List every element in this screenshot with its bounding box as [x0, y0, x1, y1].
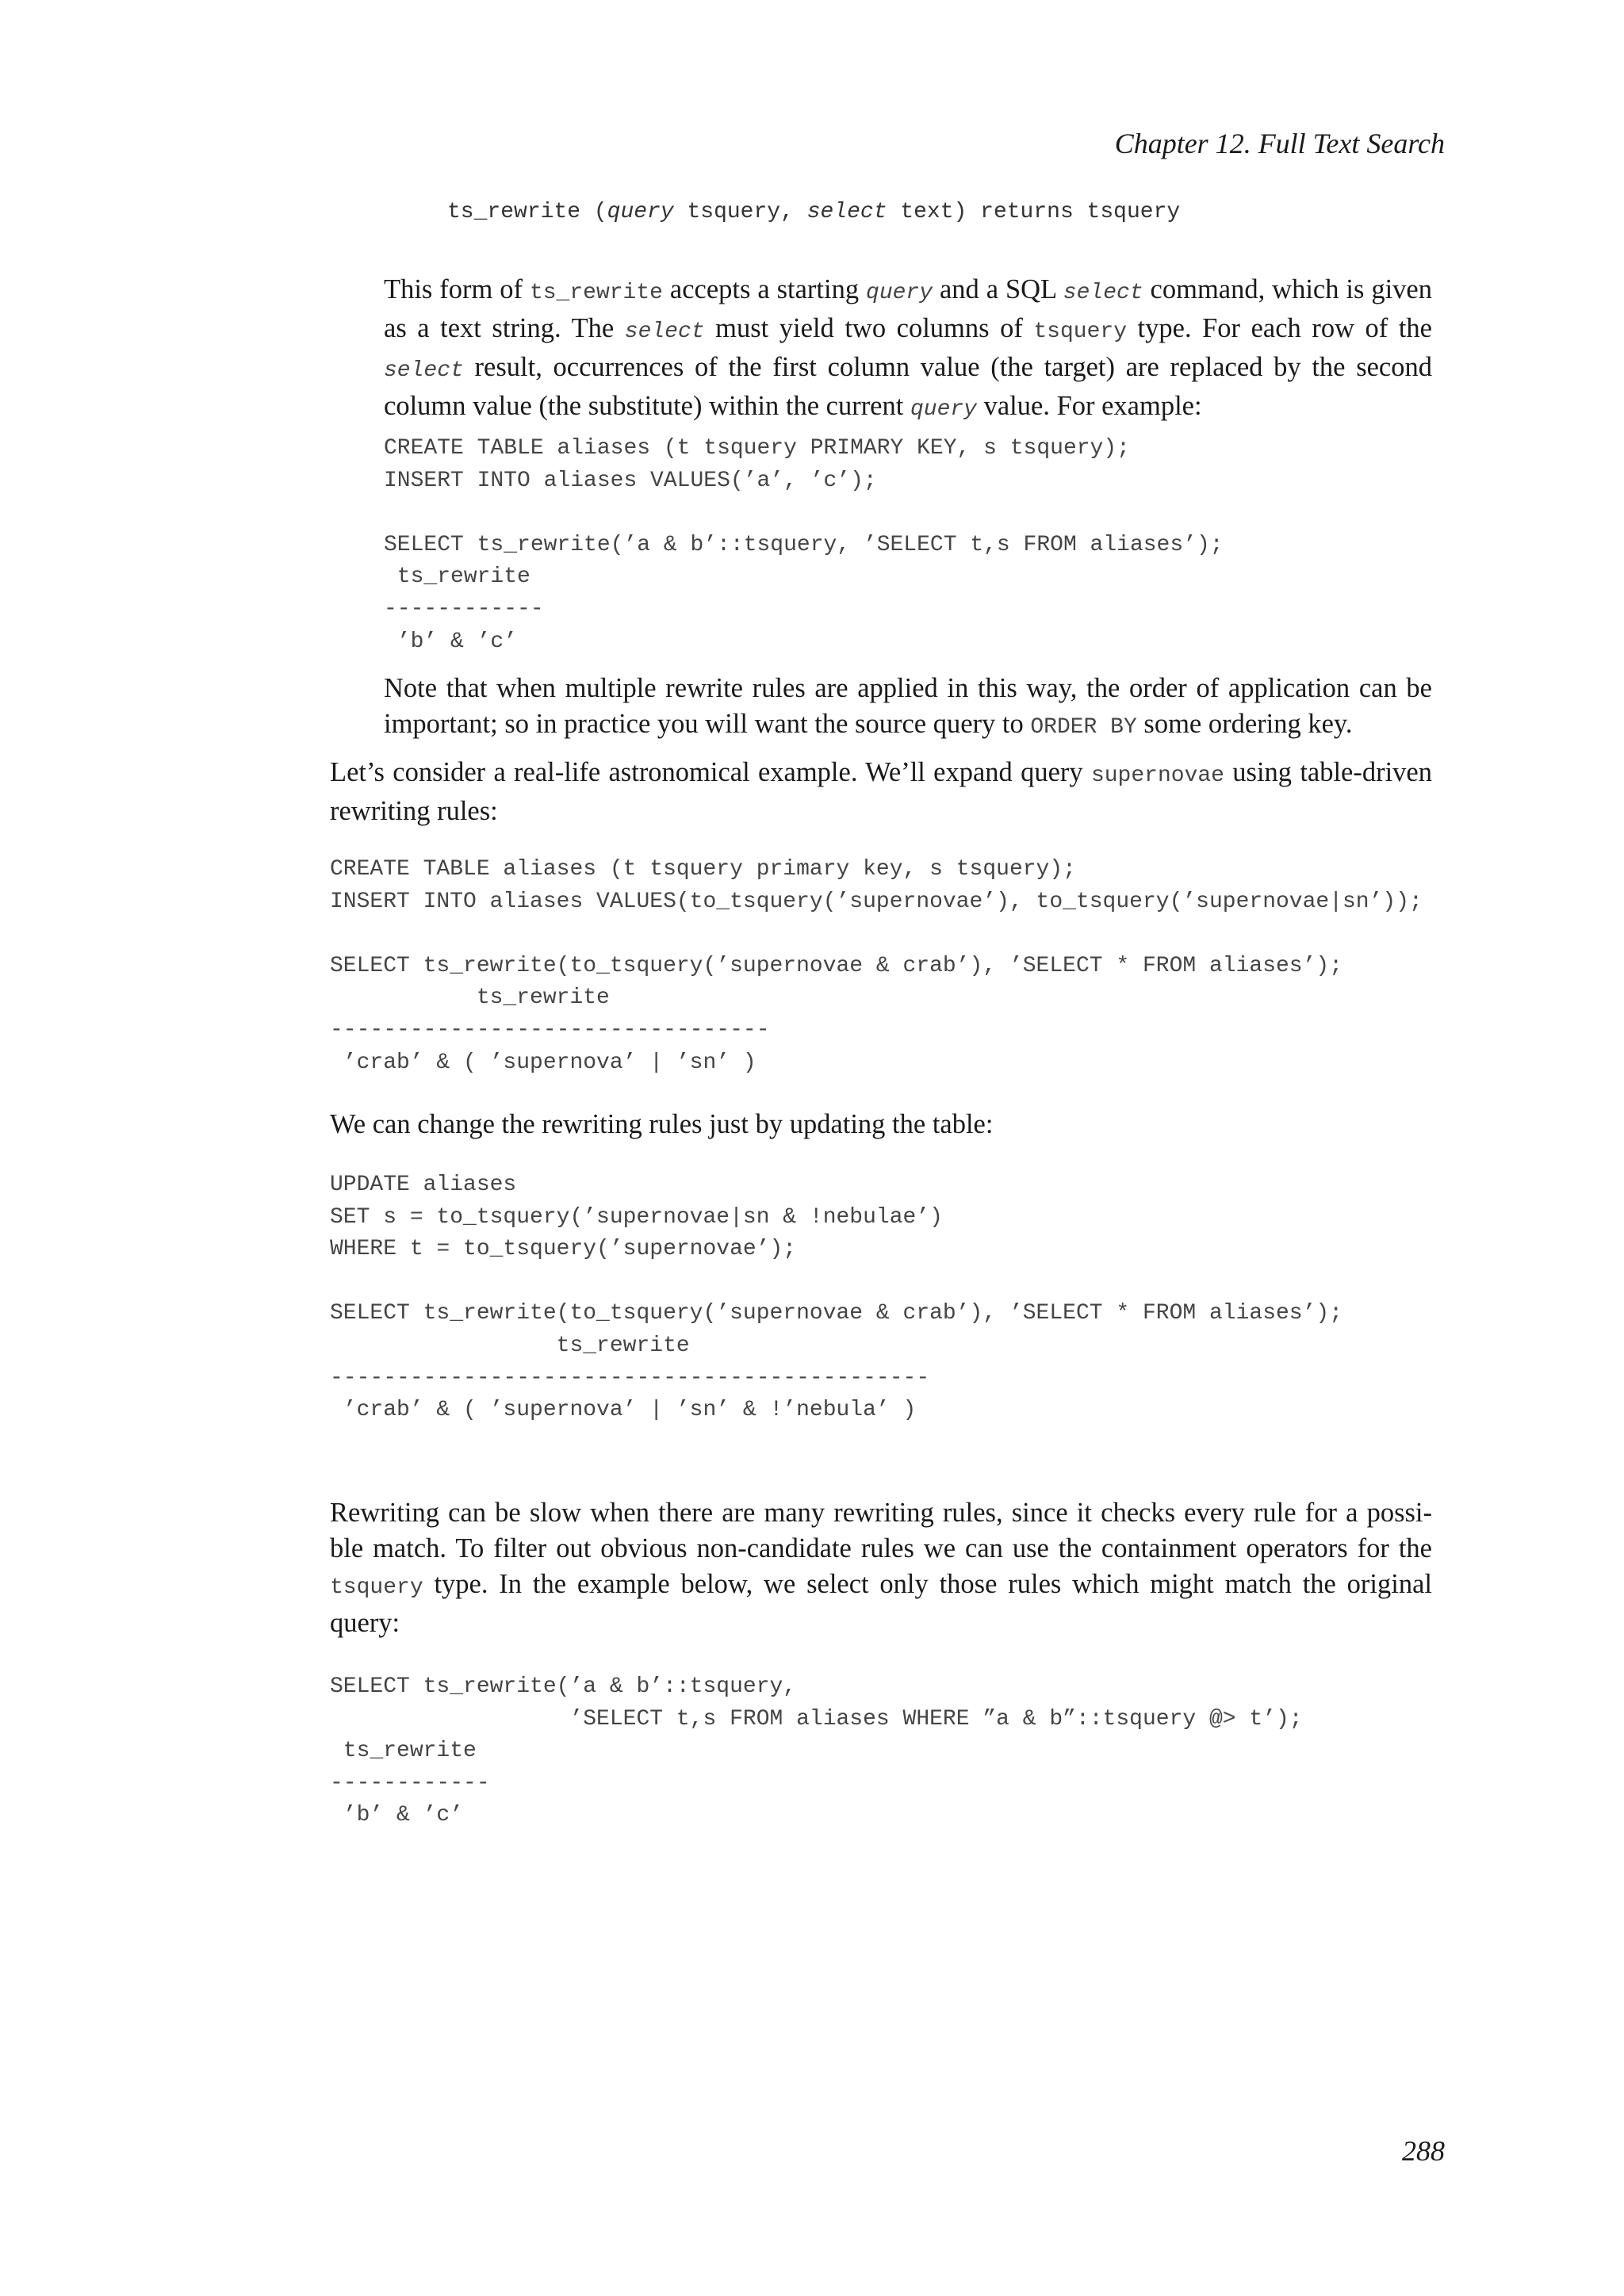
paragraph-form-description: This form of ts_rewrite accepts a starting query and a SQL select command, which is given as a text string. The select must yield two columns of tsquery type. For each row of the select result, occurrences of the first column value (the target) are replaced by the second column value (the substitute) within the current query value. For example: — [384, 274, 1432, 422]
paragraph-order-note: Note that when multiple rewrite rules are applied in this way, the order of application can be important; so in practice you will want the source query to ORDER BY some ordering key. — [384, 673, 1432, 740]
synopsis-returns: text) returns tsquery — [887, 200, 1181, 224]
synopsis-open: ( — [580, 200, 607, 224]
code-example-aliases: CREATE TABLE aliases (t tsquery PRIMARY KEY, s tsquery); INSERT INTO aliases VALUES(’a’, ’c’); SELECT ts_rewrite(’a & b’::tsquery, ’SELECT t,s FROM aliases’); ts_rewrite ------------ ’b’ & ’c’ — [384, 436, 1224, 654]
synopsis-arg-query: query — [607, 200, 674, 224]
paragraph-astronomical-example: Let’s consider a real-life astronomical example. We’ll expand query supernovae using table-driven rewriting rules: — [330, 757, 1432, 826]
code-example-containment: SELECT ts_rewrite(’a & b’::tsquery, ’SELECT t,s FROM aliases WHERE ”a & b”::tsquery @> t’); ts_rewrite ------------ ’b’ & ’c’ — [330, 1674, 1303, 1828]
paragraph-containment: Rewriting can be slow when there are many rewriting rules, since it checks every rule for a possi- ble match. To filter out obvious non-candidate rules we can use the containment operators for the tsquery type. In the example below, we select only those rules which might match the original query: — [330, 1498, 1432, 1638]
synopsis-arg-select: select — [806, 200, 887, 224]
function-synopsis — [447, 200, 1180, 224]
code-example-supernovae: CREATE TABLE aliases (t tsquery primary key, s tsquery); INSERT INTO aliases VALUES(to_tsquery(’supernovae’), to_tsquery(’supernovae|sn’)); SELECT ts_rewrite(to_tsquery(’supernovae & crab’), ’SELECT * FROM aliases’); ts_rewrite --------------------------------- ’crab’ & ( ’supernova’ | ’sn’ ) — [330, 857, 1423, 1075]
page-number: 288 — [1402, 2135, 1445, 2167]
code-example-update: UPDATE aliases SET s = to_tsquery(’supernovae|sn & !nebulae’) WHERE t = to_tsquery(’supernovae’); SELECT ts_rewrite(to_tsquery(’supernovae & crab’), ’SELECT * FROM aliases’); ts_rewrite --------------------------------------------- ’crab’ & ( ’supernova’ | ’sn’ & !’nebula’ ) — [330, 1173, 1343, 1423]
chapter-header: Chapter 12. Full Text Search — [1114, 128, 1445, 159]
synopsis-function-name: ts_rewrite — [447, 200, 581, 224]
paragraph-update-table: We can change the rewriting rules just by updating the table: — [330, 1109, 994, 1139]
synopsis-type-tsquery: tsquery, — [673, 200, 807, 224]
